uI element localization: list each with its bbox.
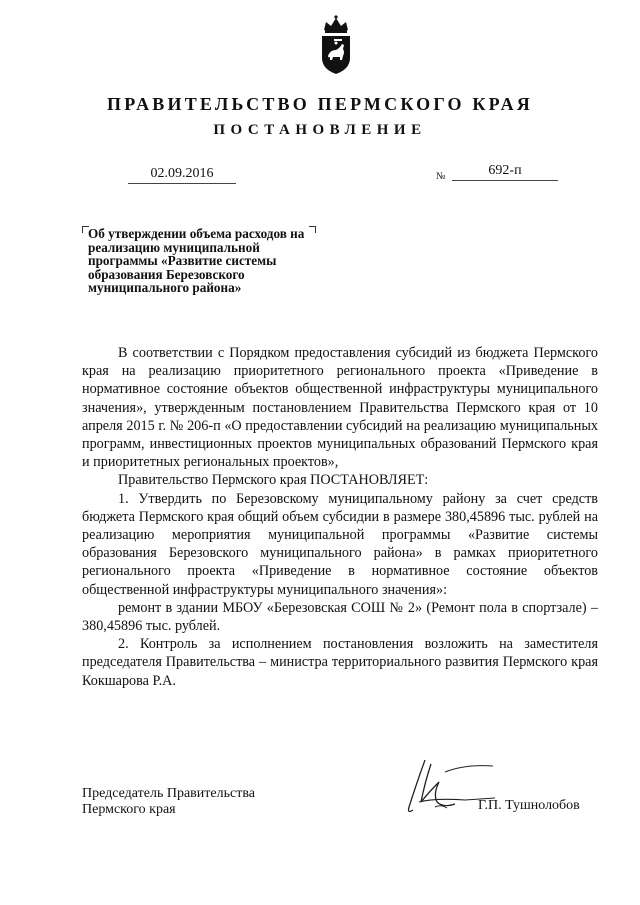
body-paragraph-item-1: 1. Утвердить по Березовскому муниципальному району за счет средств бюджета Пермского края общий объем субсидии в размере 380,45896 тыс. рублей на реализацию мероприятия муниципальной программы «Развитие системы образования Березовского муниципального района» в рамках приоритетного регионального проекта «Приведение в нормативное состояние объектов общественной инфраструктуры муниципального значения»:: [82, 490, 598, 598]
body-paragraph-resolves: Правительство Пермского края ПОСТАНОВЛЯЕТ:: [118, 472, 429, 489]
document-number: 692-п: [452, 163, 558, 181]
document-date: 02.09.2016: [128, 166, 236, 184]
document-body: [82, 344, 598, 690]
signer-name: Г.П. Тушнолобов: [478, 798, 580, 813]
perm-krai-coat-of-arms-icon: [316, 14, 356, 76]
organization-title: ПРАВИТЕЛЬСТВО ПЕРМСКОГО КРАЯ: [107, 94, 533, 114]
body-paragraph-preamble: В соответствии с Порядком предоставления субсидий из бюджета Пермского края на реализацию приоритетного регионального проекта «Приведение в нормативное состояние объектов общественной инфраструктуры муниципального значения», утвержденным постановлением Правительства Пермского края от 10 апреля 2015 г. № 206-п «О предоставлении субсидий на реализацию муниципальных программ, инвестиционных проектов муниципальных образований Пермского края и приоритетных региональных проектов»,: [82, 345, 598, 471]
document-type: ПОСТАНОВЛЕНИЕ: [213, 122, 427, 138]
signer-title-line-1: Председатель Правительства: [82, 786, 255, 801]
number-sign: №: [436, 171, 446, 182]
body-paragraph-repair: ремонт в здании МБОУ «Березовская СОШ № 2» (Ремонт пола в спортзале) – 380,45896 тыс. рублей.: [82, 599, 598, 635]
body-paragraph-item-2: 2. Контроль за исполнением постановления возложить на заместителя председателя Правительства – министра территориального развития Пермского края Кокшарова Р.А.: [82, 636, 598, 689]
signer-title-line-2: Пермского края: [82, 802, 176, 817]
signer-title: [82, 786, 255, 818]
document-subject: Об утверждении объема расходов на реализацию муниципальной программы «Развитие системы образования Березовского муниципального района»: [88, 226, 305, 296]
